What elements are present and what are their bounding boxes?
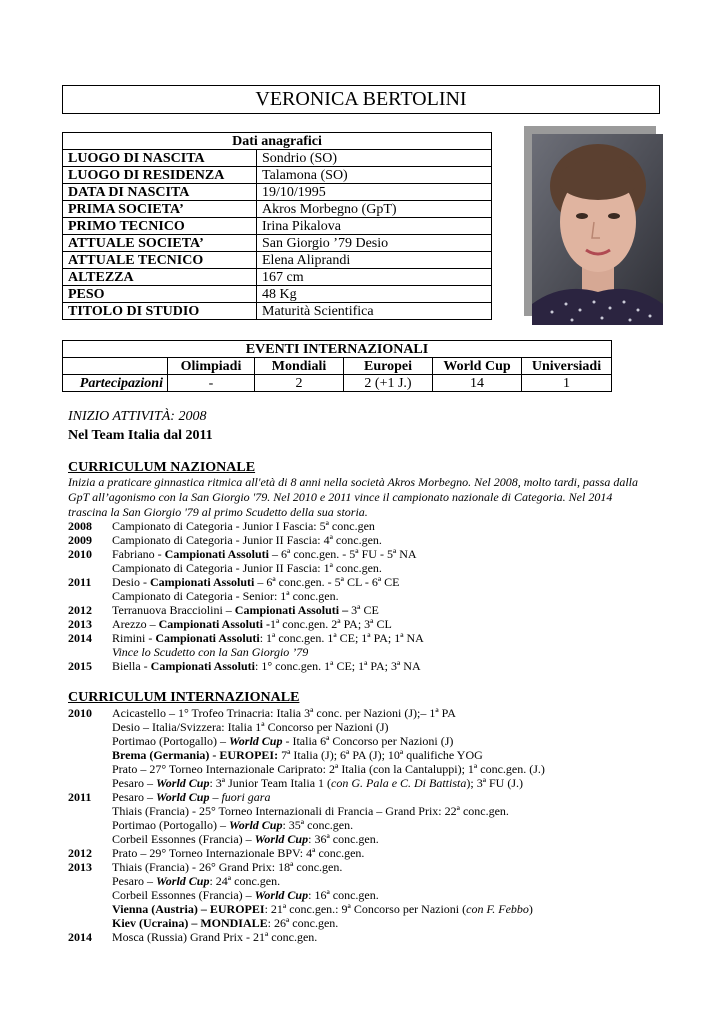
year: 2008 — [68, 519, 92, 533]
entry-text: Campionato di Categoria - Senior: 1ª conc.gen. — [112, 589, 339, 603]
activity-start: INIZIO ATTIVITÀ: 2008 — [68, 409, 207, 424]
year: 2012 — [68, 846, 92, 860]
entry-text: Pesaro – World Cup: 24ª conc.gen. — [112, 874, 281, 888]
entry-text: Thiais (Francia) - 25° Torneo Internazionali di Francia – Grand Prix: 22ª conc.gen. — [112, 804, 509, 818]
row-label: TITOLO DI STUDIO — [63, 303, 257, 320]
value-mondiali: 2 — [255, 375, 344, 392]
entry-text: Campionato di Categoria - Junior II Fascia: 4ª conc.gen. — [112, 533, 382, 547]
row-label: PRIMO TECNICO — [63, 218, 257, 235]
value-world-cup: 14 — [433, 375, 522, 392]
year: 2011 — [68, 575, 92, 589]
entry-text: Acicastello – 1° Trofeo Trinacria: Italia 3ª conc. per Nazioni (J);– 1ª PA — [112, 706, 456, 720]
entry-text: Campionato di Categoria - Junior II Fascia: 1ª conc.gen. — [112, 561, 382, 575]
year: 2013 — [68, 860, 92, 874]
col-mondiali: Mondiali — [255, 358, 344, 375]
entry-text: Prato – 27° Torneo Internazionale Cariprato: 2ª Italia (con la Cantaluppi); 1ª conc.gen. (J.) — [112, 762, 545, 776]
entry-text: Campionato di Categoria - Junior I Fascia: 5ª conc.gen — [112, 519, 375, 533]
row-label: LUOGO DI NASCITA — [63, 150, 257, 167]
row-value: Elena Aliprandi — [257, 252, 492, 269]
row-value: Maturità Scientifica — [257, 303, 492, 320]
entry-text: Corbeil Essonnes (Francia) – World Cup: 36ª conc.gen. — [112, 832, 379, 846]
year: 2015 — [68, 659, 92, 673]
row-label: ATTUALE TECNICO — [63, 252, 257, 269]
entry-text: Desio – Italia/Svizzera: Italia 1ª Concorso per Nazioni (J) — [112, 720, 389, 734]
row-value: San Giorgio ’79 Desio — [257, 235, 492, 252]
entry-text: Biella - Campionati Assoluti: 1° conc.gen. 1ª CE; 1ª PA; 3ª NA — [112, 659, 421, 673]
row-value: Akros Morbegno (GpT) — [257, 201, 492, 218]
col-europei: Europei — [344, 358, 433, 375]
entry-text: Kiev (Ucraina) – MONDIALE: 26ª conc.gen. — [112, 916, 339, 930]
entry-text: Portimao (Portogallo) – World Cup: 35ª conc.gen. — [112, 818, 354, 832]
row-label: PESO — [63, 286, 257, 303]
events-corner-cell — [63, 358, 168, 375]
intro-line-1: Inizia a praticare ginnastica ritmica all'età di 8 anni nella società Akros Morbegno. Nel 2008, molto tardi, passa dalla — [68, 475, 638, 489]
entry-text: Rimini - Campionati Assoluti: 1ª conc.gen. 1ª CE; 1ª PA; 1ª NA — [112, 631, 424, 645]
value-europei: 2 (+1 J.) — [344, 375, 433, 392]
row-value: Sondrio (SO) — [257, 150, 492, 167]
col-olimpiadi: Olimpiadi — [168, 358, 255, 375]
col-universiadi: Universiadi — [522, 358, 612, 375]
year: 2012 — [68, 603, 92, 617]
value-olimpiadi: - — [168, 375, 255, 392]
year: 2010 — [68, 706, 92, 720]
row-value: 167 cm — [257, 269, 492, 286]
row-value: Irina Pikalova — [257, 218, 492, 235]
entry-text: Fabriano - Campionati Assoluti – 6ª conc.gen. - 5ª FU - 5ª NA — [112, 547, 417, 561]
col-world-cup: World Cup — [433, 358, 522, 375]
row-label: ATTUALE SOCIETA’ — [63, 235, 257, 252]
entry-text: Terranuova Bracciolini – Campionati Assoluti – 3ª CE — [112, 603, 379, 617]
entry-text: Prato – 29° Torneo Internazionale BPV: 4ª conc.gen. — [112, 846, 365, 860]
year: 2009 — [68, 533, 92, 547]
entry-text: Brema (Germania) - EUROPEI: 7ª Italia (J); 6ª PA (J); 10ª qualifiche YOG — [112, 748, 483, 762]
international-curriculum-header: CURRICULUM INTERNAZIONALE — [68, 690, 300, 705]
year: 2014 — [68, 930, 92, 944]
international-events-table — [62, 340, 612, 392]
entry-text: Vienna (Austria) – EUROPEI: 21ª conc.gen.: 9ª Concorso per Nazioni (con F. Febbo) — [112, 902, 533, 916]
entry-text: Pesaro – World Cup: 3ª Junior Team Italia 1 (con G. Pala e C. Di Battista); 3ª FU (J.) — [112, 776, 524, 790]
personal-data-header: Dati anagrafici — [63, 133, 492, 150]
year: 2010 — [68, 547, 92, 561]
entry-text: Arezzo – Campionati Assoluti -1ª conc.gen. 2ª PA; 3ª CL — [112, 617, 392, 631]
row-value: 48 Kg — [257, 286, 492, 303]
value-universiadi: 1 — [522, 375, 612, 392]
row-partecipazioni: Partecipazioni — [63, 375, 168, 392]
row-value: 19/10/1995 — [257, 184, 492, 201]
entry-text: Mosca (Russia) Grand Prix - 21ª conc.gen. — [112, 930, 318, 944]
entry-text: Pesaro – World Cup – fuori gara — [112, 790, 271, 804]
row-label: ALTEZZA — [63, 269, 257, 286]
year: 2011 — [68, 790, 92, 804]
row-label: LUOGO DI RESIDENZA — [63, 167, 257, 184]
intro-line-2: GpT all’agonismo con la San Giorgio '79. Nel 2010 e 2011 vince il campionato nazionale di Categoria. Nel 2014 — [68, 490, 613, 504]
entry-text: Corbeil Essonnes (Francia) – World Cup: 16ª conc.gen. — [112, 888, 379, 902]
entry-text: Portimao (Portogallo) – World Cup - Italia 6ª Concorso per Nazioni (J) — [112, 734, 454, 748]
row-label: DATA DI NASCITA — [63, 184, 257, 201]
entry-text: Thiais (Francia) - 26° Grand Prix: 18ª conc.gen. — [112, 860, 343, 874]
entry-text: Vince lo Scudetto con la San Giorgio ’79 — [112, 645, 309, 659]
page-title: VERONICA BERTOLINI — [62, 85, 660, 114]
entry-text: Desio - Campionati Assoluti – 6ª conc.gen. - 5ª CL - 6ª CE — [112, 575, 400, 589]
year: 2014 — [68, 631, 92, 645]
events-header: EVENTI INTERNAZIONALI — [63, 341, 612, 358]
year: 2013 — [68, 617, 92, 631]
portrait-illustration — [532, 134, 663, 325]
row-value: Talamona (SO) — [257, 167, 492, 184]
personal-data-table — [62, 132, 492, 320]
athlete-photo — [532, 134, 663, 325]
national-curriculum-header: CURRICULUM NAZIONALE — [68, 460, 256, 475]
row-label: PRIMA SOCIETA’ — [63, 201, 257, 218]
team-italia: Nel Team Italia dal 2011 — [68, 428, 213, 443]
intro-line-3: trascina la San Giorgio '79 al primo Scudetto della sua storia. — [68, 505, 368, 519]
